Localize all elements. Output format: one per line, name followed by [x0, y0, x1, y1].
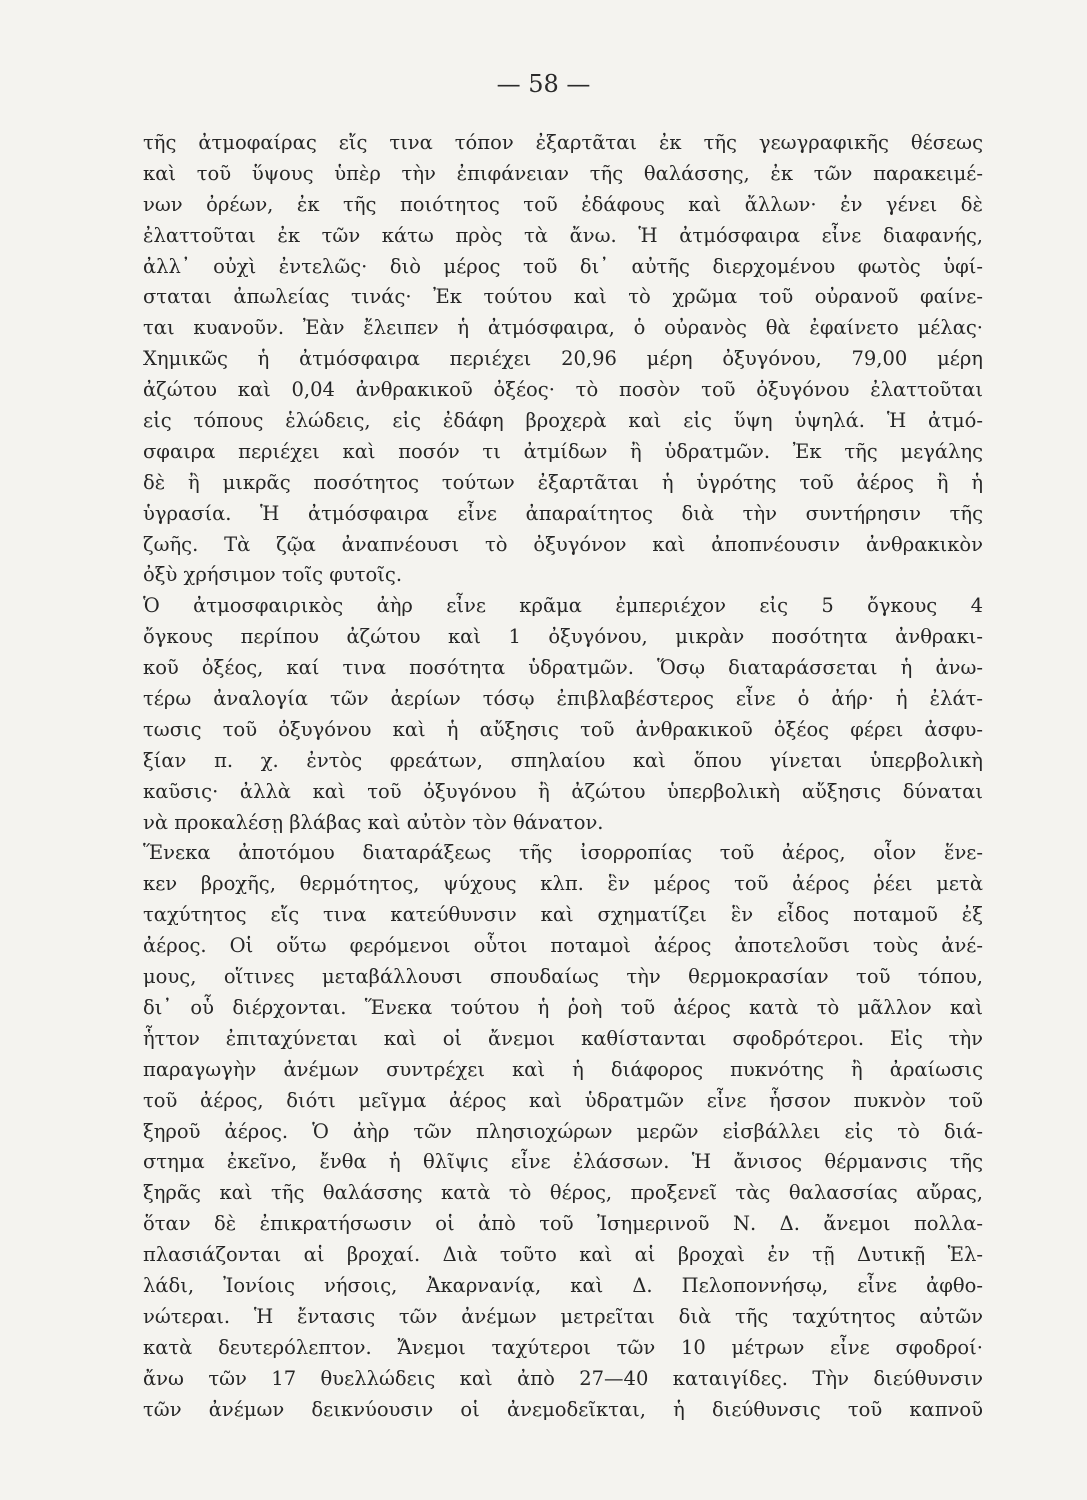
text-line: παραγωγὴν ἀνέμων συντρέχει καὶ ἡ διάφορος πυκνότης ἢ ἀραίωσις [143, 1057, 983, 1081]
text-line: λάδι, Ἰονίοις νήσοις, Ἀκαρνανίᾳ, καὶ Δ. Πελοποννήσῳ, εἶνε ἀφθο- [143, 1273, 983, 1297]
text-line: ἧττον ἐπιταχύνεται καὶ οἱ ἄνεμοι καθίστανται σφοδρότεροι. Εἰς τὴν [143, 1026, 983, 1050]
text-line: νώτεραι. Ἡ ἔντασις τῶν ἀνέμων μετρεῖται διὰ τῆς ταχύτητος αὐτῶν [143, 1304, 983, 1328]
text-line: καὶ τοῦ ὕψους ὑπὲρ τὴν ἐπιφάνειαν τῆς θαλάσσης, ἐκ τῶν παρακειμέ- [143, 161, 983, 185]
text-line: στημα ἐκεῖνο, ἔνθα ἡ θλῖψις εἶνε ἐλάσσων. Ἡ ἄνισος θέρμανσις τῆς [143, 1150, 983, 1174]
text-line: καῦσις· ἀλλὰ καὶ τοῦ ὀξυγόνου ἢ ἀζώτου ὑπερβολικὴ αὔξησις δύναται [143, 779, 983, 803]
text-line: σφαιρα περιέχει καὶ ποσόν τι ἀτμίδων ἢ ὑδρατμῶν. Ἐκ τῆς μεγάλης [143, 439, 983, 463]
text-line: ταχύτητος εἴς τινα κατεύθυνσιν καὶ σχηματίζει ἓν εἶδος ποταμοῦ ἐξ [143, 903, 983, 927]
text-line: νὰ προκαλέσῃ βλάβας καὶ αὐτὸν τὸν θάνατον. [143, 810, 604, 834]
text-line: κοῦ ὀξέος, καί τινα ποσότητα ὑδρατμῶν. Ὅσῳ διαταράσσεται ἡ ἀνω- [143, 656, 983, 680]
text-line: ὅταν δὲ ἐπικρατήσωσιν οἱ ἀπὸ τοῦ Ἰσημερινοῦ Ν. Δ. ἄνεμοι πολλα- [143, 1212, 983, 1236]
text-line: νων ὀρέων, ἐκ τῆς ποιότητος τοῦ ἐδάφους καὶ ἄλλων· ἐν γένει δὲ [143, 192, 983, 216]
text-line: ἀζώτου καὶ 0,04 ἀνθρακικοῦ ὀξέος· τὸ ποσὸν τοῦ ὀξυγόνου ἐλαττοῦται [143, 378, 983, 402]
text-line: μους, οἵτινες μεταβάλλουσι σπουδαίως τὴν θερμοκρασίαν τοῦ τόπου, [143, 965, 983, 989]
text-line: ἀέρος. Οἱ οὕτω φερόμενοι οὗτοι ποταμοὶ ἀέρος ἀποτελοῦσι τοὺς ἀνέ- [143, 934, 983, 958]
text-line: τῆς ἀτμοφαίρας εἴς τινα τόπον ἐξαρτᾶται ἐκ τῆς γεωγραφικῆς θέσεως [143, 131, 983, 154]
body-text [143, 128, 983, 1425]
text-line: κατὰ δευτερόλεπτον. Ἄνεμοι ταχύτεροι τῶν 10 μέτρων εἶνε σφοδροί· [143, 1335, 983, 1359]
text-line: ὄγκους περίπου ἀζώτου καὶ 1 ὀξυγόνου, μικρὰν ποσότητα ἀνθρακι- [143, 625, 983, 649]
text-line: δι᾽ οὗ διέρχονται. Ἕνεκα τούτου ἡ ῥοὴ τοῦ ἀέρος κατὰ τὸ μᾶλλον καὶ [143, 995, 983, 1019]
text-line: ἀλλ᾽ οὐχὶ ἐντελῶς· διὸ μέρος τοῦ δι᾽ αὐτῆς διερχομένου φωτὸς ὑφί- [143, 254, 983, 278]
text-line: ἄνω τῶν 17 θυελλώδεις καὶ ἀπὸ 27—40 καταιγίδες. Τὴν διεύθυνσιν [143, 1366, 983, 1390]
text-line: τέρω ἀναλογία τῶν ἀερίων τόσῳ ἐπιβλαβέστερος εἶνε ὁ ἀήρ· ἡ ἐλάτ- [143, 687, 983, 711]
text-line: τοῦ ἀέρος, διότι μεῖγμα ἀέρος καὶ ὑδρατμῶν εἶνε ἧσσον πυκνὸν τοῦ [143, 1088, 983, 1112]
text-line: Ὁ ἀτμοσφαιρικὸς ἀὴρ εἶνε κρᾶμα ἐμπεριέχον εἰς 5 ὄγκους 4 [143, 594, 983, 618]
text-line: κεν βροχῆς, θερμότητος, ψύχους κλπ. ἓν μέρος τοῦ ἀέρος ῥέει μετὰ [143, 872, 983, 896]
text-line: τῶν ἀνέμων δεικνύουσιν οἱ ἀνεμοδεῖκται, ἡ διεύθυνσις τοῦ καπνοῦ [143, 1397, 983, 1421]
text-line: ξίαν π. χ. ἐντὸς φρεάτων, σπηλαίου καὶ ὅπου γίνεται ὑπερβολικὴ [143, 748, 983, 772]
text-line: ὀξὺ χρήσιμον τοῖς φυτοῖς. [143, 563, 403, 587]
text-line: ὑγρασία. Ἡ ἀτμόσφαιρα εἶνε ἀπαραίτητος διὰ τὴν συντήρησιν τῆς [143, 501, 983, 525]
text-line: Χημικῶς ἡ ἀτμόσφαιρα περιέχει 20,96 μέρη ὀξυγόνου, 79,00 μέρη [143, 347, 983, 371]
text-line: ἐλαττοῦται ἐκ τῶν κάτω πρὸς τὰ ἄνω. Ἡ ἀτμόσφαιρα εἶνε διαφανής, [143, 223, 983, 247]
text-line: ζωῆς. Τὰ ζῷα ἀναπνέουσι τὸ ὀξυγόνον καὶ ἀποπνέουσιν ἀνθρακικὸν [143, 532, 983, 556]
page-number: — 58 — [496, 70, 591, 98]
text-line: δὲ ἢ μικρᾶς ποσότητος τούτων ἐξαρτᾶται ἡ ὑγρότης τοῦ ἀέρος ἢ ἡ [143, 470, 983, 494]
text-line: Ἕνεκα ἀποτόμου διαταράξεως τῆς ἰσορροπίας τοῦ ἀέρος, οἷον ἕνε- [143, 841, 983, 865]
text-line: τωσις τοῦ ὀξυγόνου καὶ ἡ αὔξησις τοῦ ἀνθρακικοῦ ὀξέος φέρει ἀσφυ- [143, 717, 983, 741]
text-line: πλασιάζονται αἱ βροχαί. Διὰ τοῦτο καὶ αἱ βροχαὶ ἐν τῇ Δυτικῇ Ἑλ- [143, 1243, 983, 1267]
text-line: ξηροῦ ἀέρος. Ὁ ἀὴρ τῶν πλησιοχώρων μερῶν εἰσβάλλει εἰς τὸ διά- [143, 1119, 983, 1143]
text-line: ται κυανοῦν. Ἐὰν ἔλειπεν ἡ ἀτμόσφαιρα, ὁ οὐρανὸς θὰ ἐφαίνετο μέλας· [143, 316, 983, 340]
text-line: εἰς τόπους ἑλώδεις, εἰς ἐδάφη βροχερὰ καὶ εἰς ὕψη ὑψηλά. Ἡ ἀτμό- [143, 409, 983, 433]
text-line: σταται ἀπωλείας τινάς· Ἐκ τούτου καὶ τὸ χρῶμα τοῦ οὐρανοῦ φαίνε- [143, 285, 983, 309]
text-line: ξηρᾶς καὶ τῆς θαλάσσης κατὰ τὸ θέρος, προξενεῖ τὰς θαλασσίας αὔρας, [143, 1181, 983, 1205]
